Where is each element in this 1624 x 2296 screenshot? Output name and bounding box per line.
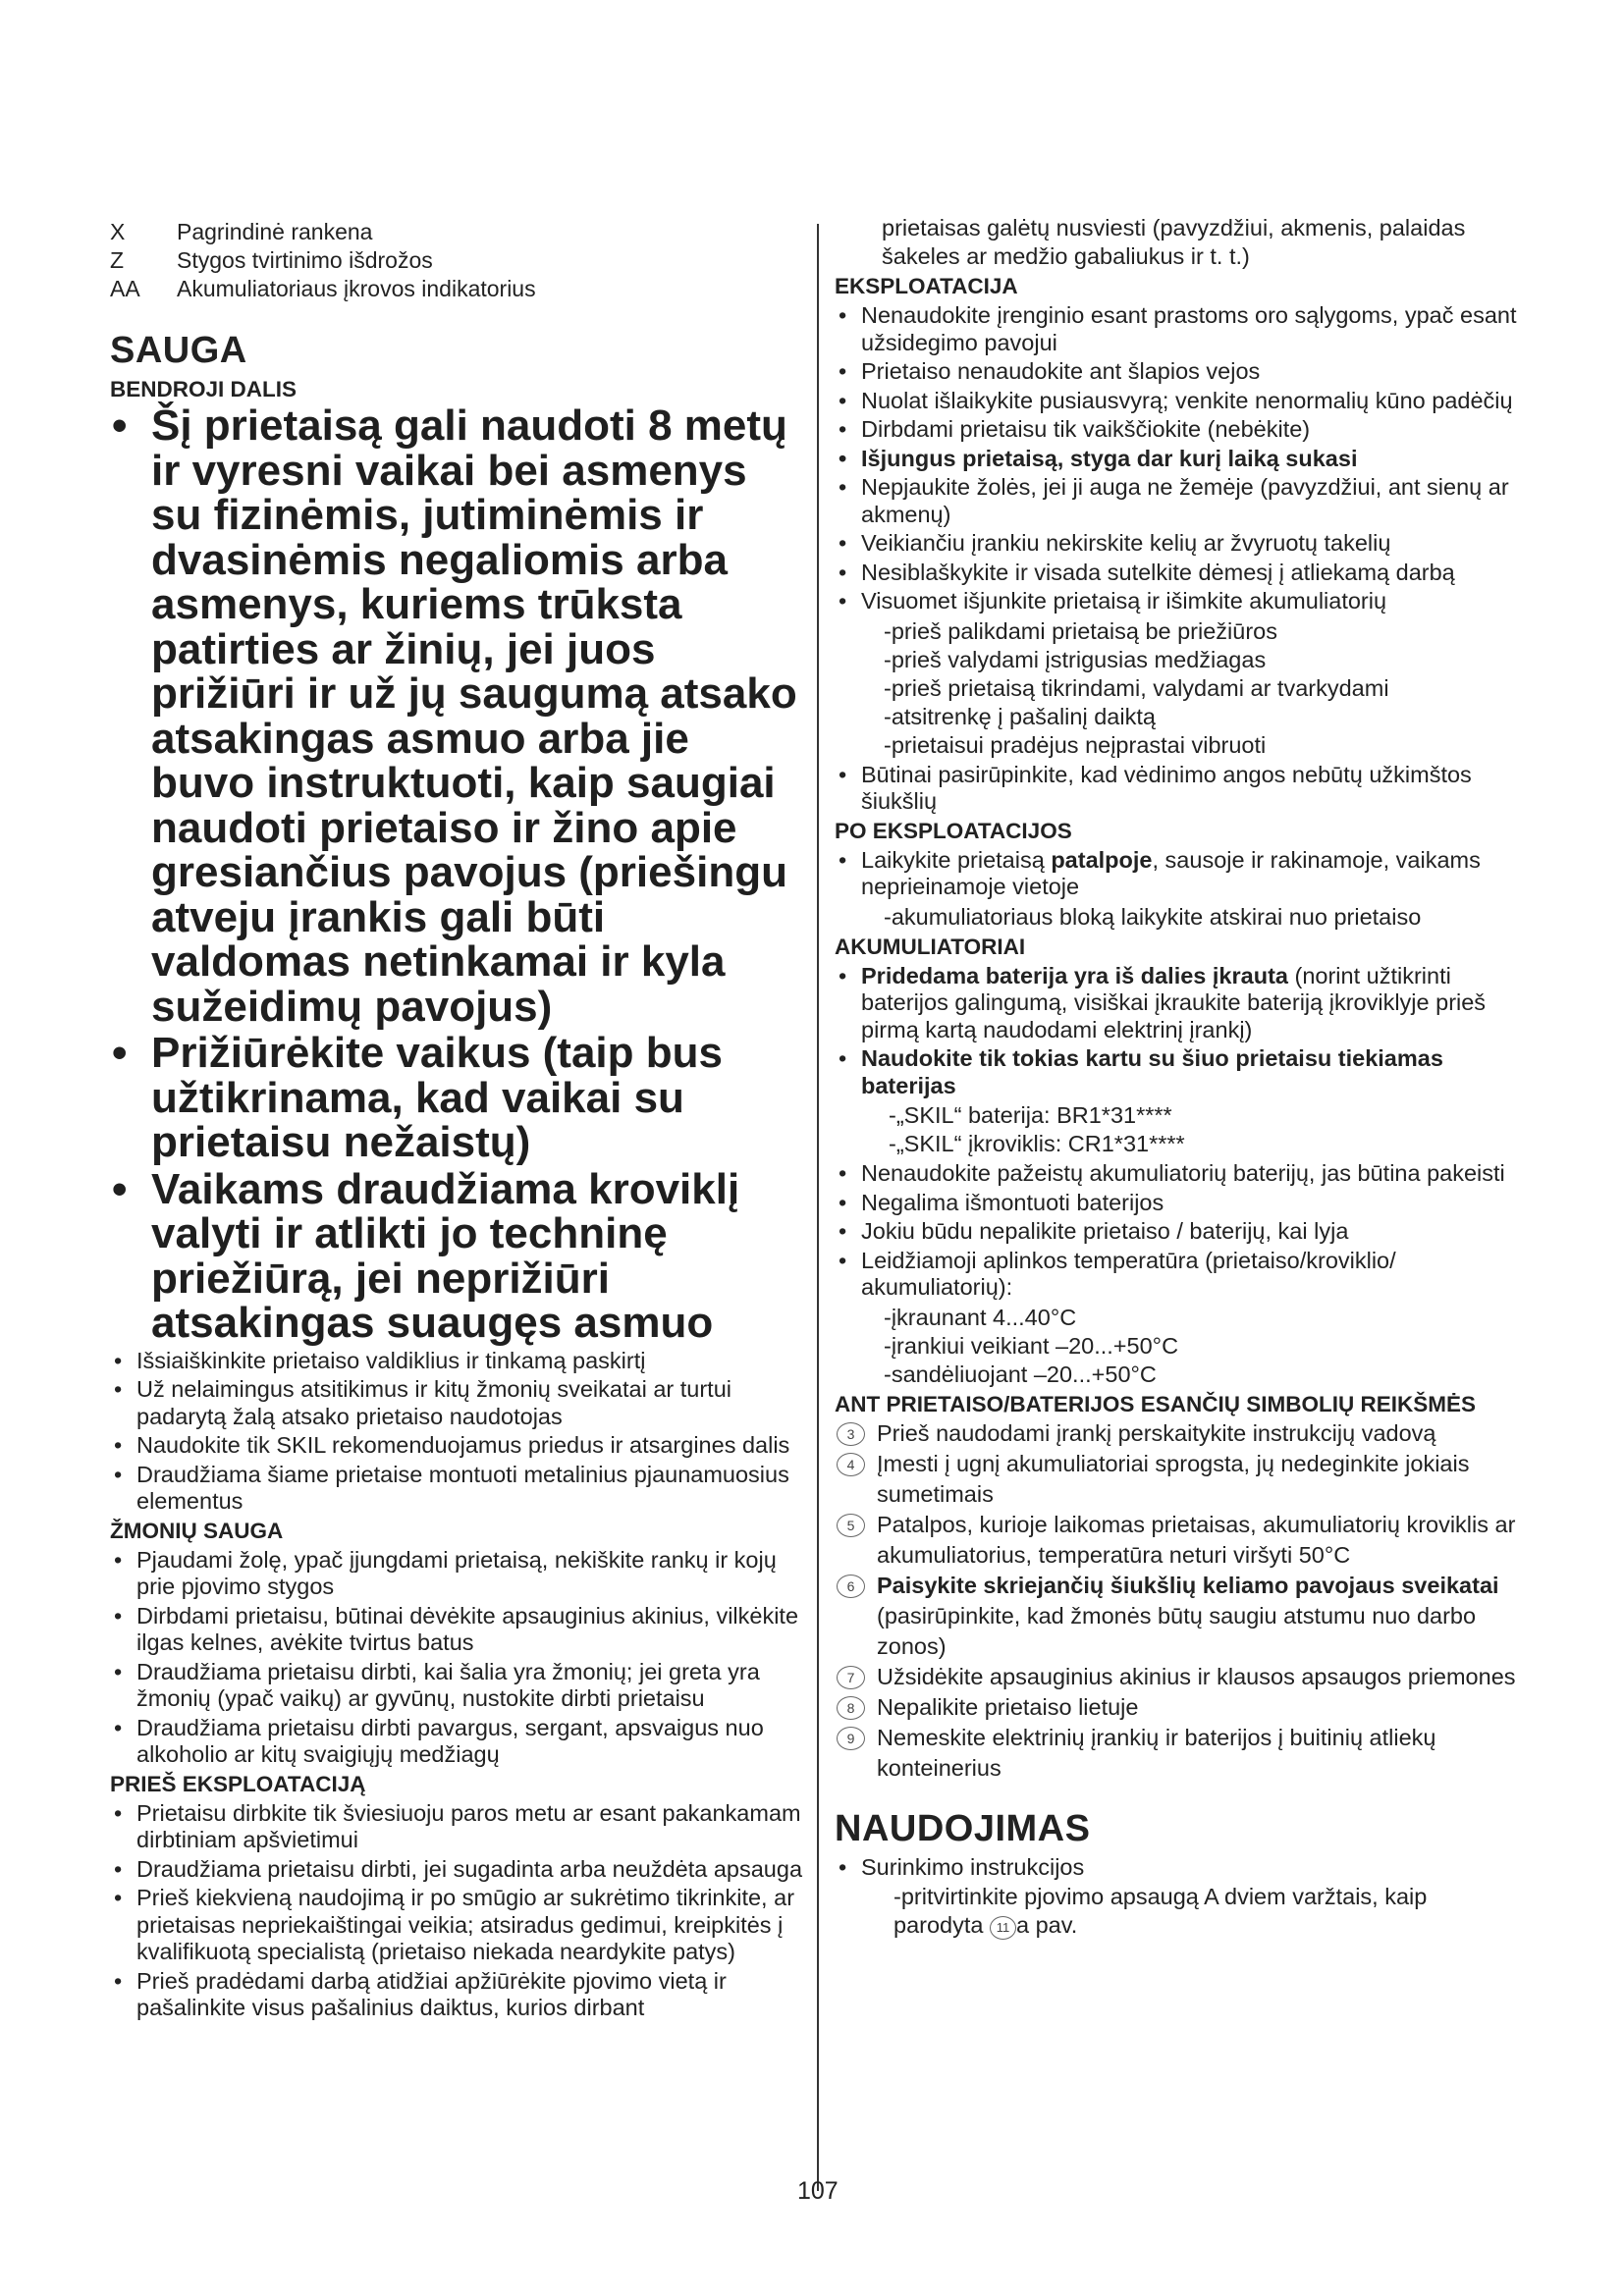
section-title-sauga: SAUGA <box>110 330 247 371</box>
list-item: • Dirbdami prietaisu, būtinai dėvėkite apsauginius akinius, vilkėkite ilgas kelnes, avėkite tvirtus batus <box>110 1603 803 1657</box>
heading-symbols: ANT PRIETAISO/BATERIJOS ESANČIŲ SIMBOLIŲ REIKŠMĖS <box>835 1391 1476 1416</box>
text-run: Laikykite prietaisą <box>861 846 1052 873</box>
symbol-text <box>877 1418 1436 1449</box>
list-item: • Nesiblaškykite ir visada sutelkite dėmesį į atliekamą darbą <box>835 560 1522 587</box>
symbol-item <box>835 1723 1522 1784</box>
list-item: • Išsiaiškinkite prietaiso valdiklius ir tinkamą paskirtį <box>110 1348 803 1375</box>
text-run: Nemeskite elektrinių įrankių ir baterijos į buitinių atliekų konteinerius <box>877 1724 1436 1781</box>
circled-number-icon: 11 <box>990 1916 1016 1940</box>
circled-number-icon: 5 <box>837 1514 865 1537</box>
battery-list <box>835 963 1522 1100</box>
sub-item: -įrankiui veikiant –20...+50°C <box>884 1332 1179 1359</box>
text-run-bold: Pridedama baterija yra iš dalies įkrauta <box>861 962 1288 988</box>
big-warning: • Prižiūrėkite vaikus (taip bus užtikrinama, kad vaikai su prietaisu nežaistų) <box>110 1031 803 1165</box>
circled-number-icon: 4 <box>837 1453 865 1476</box>
sub-item: -prieš palikdami prietaisą be priežiūros <box>884 617 1277 644</box>
heading-after-operation: PO EKSPLOATACIJOS <box>835 818 1072 843</box>
before-list <box>110 1800 803 2022</box>
sub-item: -„SKIL“ baterija: BR1*31**** <box>889 1102 1172 1128</box>
circled-number-icon: 7 <box>837 1666 865 1689</box>
list-item: • Nenaudokite pažeistų akumuliatorių baterijų, jas būtina pakeisti <box>835 1160 1522 1188</box>
heading-before-operation: PRIEŠ EKSPLOATACIJĄ <box>110 1771 366 1796</box>
big-warnings-list <box>110 403 803 1346</box>
symbol-text <box>877 1449 1522 1510</box>
people-list <box>110 1547 803 1769</box>
big-warning: • Vaikams draudžiama kroviklį valyti ir atlikti jo techninę priežiūrą, jei neprižiūri atsakingas suaugęs asmuo <box>110 1167 803 1346</box>
list-item: • Prieš kiekvieną naudojimą ir po smūgio ar sukrėtimo tikrinkite, ar prietaisas nepriekaištingai veikia; atsiradus gedimui, kreipkitės į kvalifikuotą specialistą (prietaiso niekada neardykite patys) <box>110 1885 803 1966</box>
symbol-item <box>835 1662 1522 1692</box>
list-item: • Nuolat išlaikykite pusiausvyrą; venkite nenormalių kūno padėčių <box>835 388 1522 415</box>
list-item: • Jokiu būdu nepalikite prietaiso / baterijų, kai lyja <box>835 1218 1522 1246</box>
sub-item: -įkraunant 4...40°C <box>884 1304 1077 1330</box>
sub-item: -prieš valydami įstrigusias medžiagas <box>884 646 1267 672</box>
legend-text: Stygos tvirtinimo išdrožos <box>177 247 433 273</box>
legend-text: Akumuliatoriaus įkrovos indikatorius <box>177 276 536 301</box>
list-item: • Prieš pradėdami darbą atidžiai apžiūrėkite pjovimo vietą ir pašalinkite visus pašalinius daiktus, kurios dirbant <box>110 1968 803 2022</box>
page-number: 107 <box>797 2177 839 2205</box>
battery-list-2 <box>835 1160 1522 1302</box>
heading-people-safety: ŽMONIŲ SAUGA <box>110 1518 284 1543</box>
heading-general: BENDROJI DALIS <box>110 377 298 401</box>
legend-text: Pagrindinė rankena <box>177 219 373 244</box>
sub-item: -akumuliatoriaus bloką laikykite atskirai nuo prietaiso <box>884 903 1422 930</box>
text-run: Prieš naudodami įrankį perskaitykite instrukcijų vadovą <box>877 1419 1436 1446</box>
list-item: • Negalima išmontuoti baterijos <box>835 1190 1522 1217</box>
symbol-text <box>877 1723 1522 1784</box>
symbol-item <box>835 1571 1522 1662</box>
circled-number-icon: 8 <box>837 1696 865 1720</box>
section-title-naudojimas: NAUDOJIMAS <box>835 1807 1091 1849</box>
left-column <box>110 218 803 2024</box>
text-run: (norint užtikrinti baterijos galingumą, visiškai įkraukite bateriją įkroviklyje prieš pirmą kartą naudodami elektrinį įrankį) <box>861 962 1487 1042</box>
text-run: Patalpos, kurioje laikomas prietaisas, akumuliatorių kroviklis ar akumuliatorius, temperatūra neturi viršyti 50°C <box>877 1511 1516 1568</box>
sub-item <box>835 1883 1522 1940</box>
right-column <box>835 215 1522 1940</box>
symbol-text <box>877 1571 1522 1662</box>
symbol-text <box>877 1510 1522 1571</box>
list-item: • Išjungus prietaisą, styga dar kurį laiką sukasi <box>835 446 1522 473</box>
list-item <box>835 963 1522 1044</box>
after-list <box>835 847 1522 901</box>
legend-key: AA <box>110 276 140 301</box>
list-item <box>835 847 1522 901</box>
circled-number-icon: 3 <box>837 1422 865 1446</box>
sub-item: -atsitrenkę į pašalinį daiktą <box>884 703 1156 729</box>
operation-list <box>835 302 1522 615</box>
text-run: Įmesti į ugnį akumuliatoriai sprogsta, jų nedeginkite jokiais sumetimais <box>877 1450 1470 1507</box>
list-item: • Draudžiama prietaisu dirbti, kai šalia yra žmonių; jei greta yra žmonių (ypač vaikų) ar gyvūnų, nustokite dirbti prietaisu <box>110 1659 803 1713</box>
sub-item: -sandėliuojant –20...+50°C <box>884 1361 1157 1387</box>
legend-key: Z <box>110 247 125 273</box>
symbol-item <box>835 1418 1522 1449</box>
circled-number-icon: 9 <box>837 1727 865 1750</box>
list-item: • Prietaisu dirbkite tik šviesiuoju paros metu ar esant pakankamam dirbtiniam apšvietimui <box>110 1800 803 1854</box>
column-divider <box>817 224 819 2191</box>
general-list <box>110 1348 803 1516</box>
circled-number-icon: 6 <box>837 1575 865 1598</box>
text-run-bold: Naudokite tik tokias kartu su šiuo prietaisu tiekiamas baterijas <box>861 1045 1443 1098</box>
legend-row <box>110 275 803 303</box>
list-item: • Pjaudami žolę, ypač įjungdami prietaisą, nekiškite rankų ir kojų prie pjovimo stygos <box>110 1547 803 1601</box>
sub-item: -prieš prietaisą tikrindami, valydami ar tvarkydami <box>884 674 1389 701</box>
symbol-text <box>877 1692 1138 1723</box>
heading-operation: EKSPLOATACIJA <box>835 274 1018 298</box>
sub-item: -„SKIL“ įkroviklis: CR1*31**** <box>889 1131 1185 1156</box>
operation-list-last <box>835 762 1522 816</box>
list-item: • Draudžiama šiame prietaise montuoti metalinius pjaunamuosius elementus <box>110 1462 803 1516</box>
usage-list <box>835 1854 1522 1882</box>
list-item: • Visuomet išjunkite prietaisą ir išimkite akumuliatorių <box>835 588 1522 615</box>
list-item: • Būtinai pasirūpinkite, kad vėdinimo angos nebūtų užkimštos šiukšlių <box>835 762 1522 816</box>
text-run: -pritvirtinkite pjovimo apsaugą A dviem varžtais, kaip parodyta <box>893 1884 1428 1938</box>
legend-key: X <box>110 219 126 244</box>
list-item: • Draudžiama prietaisu dirbti, jei sugadinta arba neuždėta apsauga <box>110 1856 803 1884</box>
text-run: Užsidėkite apsauginius akinius ir klausos apsaugos priemones <box>877 1663 1516 1689</box>
sub-item: -prietaisui pradėjus neįprastai vibruoti <box>884 731 1267 758</box>
list-item: • Dirbdami prietaisu tik vaikščiokite (nebėkite) <box>835 416 1522 444</box>
text-run: (pasirūpinkite, kad žmonės būtų saugiu atstumu nuo darbo zonos) <box>877 1602 1477 1659</box>
text-run: Nepalikite prietaiso lietuje <box>877 1693 1139 1720</box>
list-item: • Leidžiamoji aplinkos temperatūra (prietaiso/kroviklio/ akumuliatorių): <box>835 1248 1522 1302</box>
list-item: • Surinkimo instrukcijos <box>835 1854 1522 1882</box>
text-run: , sausoje ir rakinamoje, vaikams neprieinamoje vietoje <box>861 846 1481 899</box>
legend-row <box>110 218 803 246</box>
list-item: • Nenaudokite įrenginio esant prastoms oro sąlygoms, ypač esant užsidegimo pavojui <box>835 302 1522 356</box>
list-item: • Už nelaimingus atsitikimus ir kitų žmonių sveikatai ar turtui padarytą žalą atsako prietaiso naudotojas <box>110 1376 803 1430</box>
symbol-item <box>835 1510 1522 1571</box>
list-item: • Draudžiama prietaisu dirbti pavargus, sergant, apsvaigus nuo alkoholio ar kitų svaigiųjų medžiagų <box>110 1715 803 1769</box>
list-item: • Prietaiso nenaudokite ant šlapios vejos <box>835 358 1522 386</box>
symbol-item <box>835 1449 1522 1510</box>
list-item: • Veikiančiu įrankiu nekirskite kelių ar žvyruotų takelių <box>835 530 1522 558</box>
text-run: a pav. <box>1015 1912 1078 1938</box>
list-item <box>835 1045 1522 1099</box>
text-run-bold: patalpoje <box>1051 846 1153 873</box>
legend-row <box>110 246 803 275</box>
list-item: • Nepjaukite žolės, jei ji auga ne žemėje (pavyzdžiui, ant sienų ar akmenų) <box>835 474 1522 528</box>
text-run-bold: Paisykite skriejančių šiukšlių keliamo pavojaus sveikatai <box>877 1572 1499 1598</box>
heading-batteries: AKUMULIATORIAI <box>835 934 1026 959</box>
before-continuation: prietaisas galėtų nusviesti (pavyzdžiui, akmenis, palaidas šakeles ar medžio gabaliukus ir t. t.) <box>882 215 1466 269</box>
symbol-text <box>877 1662 1516 1692</box>
list-item: • Naudokite tik SKIL rekomenduojamus priedus ir atsargines dalis <box>110 1432 803 1460</box>
legend <box>110 218 803 303</box>
symbols-list <box>835 1418 1522 1784</box>
symbol-item <box>835 1692 1522 1723</box>
big-warning: • Šį prietaisą gali naudoti 8 metų ir vyresni vaikai bei asmenys su fizinėmis, jutiminėmis ir dvasinėmis negaliomis arba asmenys, kuriems trūksta patirties ar žinių, jei juos prižiūri ir už jų saugumą atsako atsakingas asmuo arba jie buvo instruktuoti, kaip saugiai naudoti prietaiso ir žino apie gresiančius pavojus (priešingu atveju įrankis gali būti valdomas netinkamai ir kyla sužeidimų pavojus) <box>110 403 803 1029</box>
